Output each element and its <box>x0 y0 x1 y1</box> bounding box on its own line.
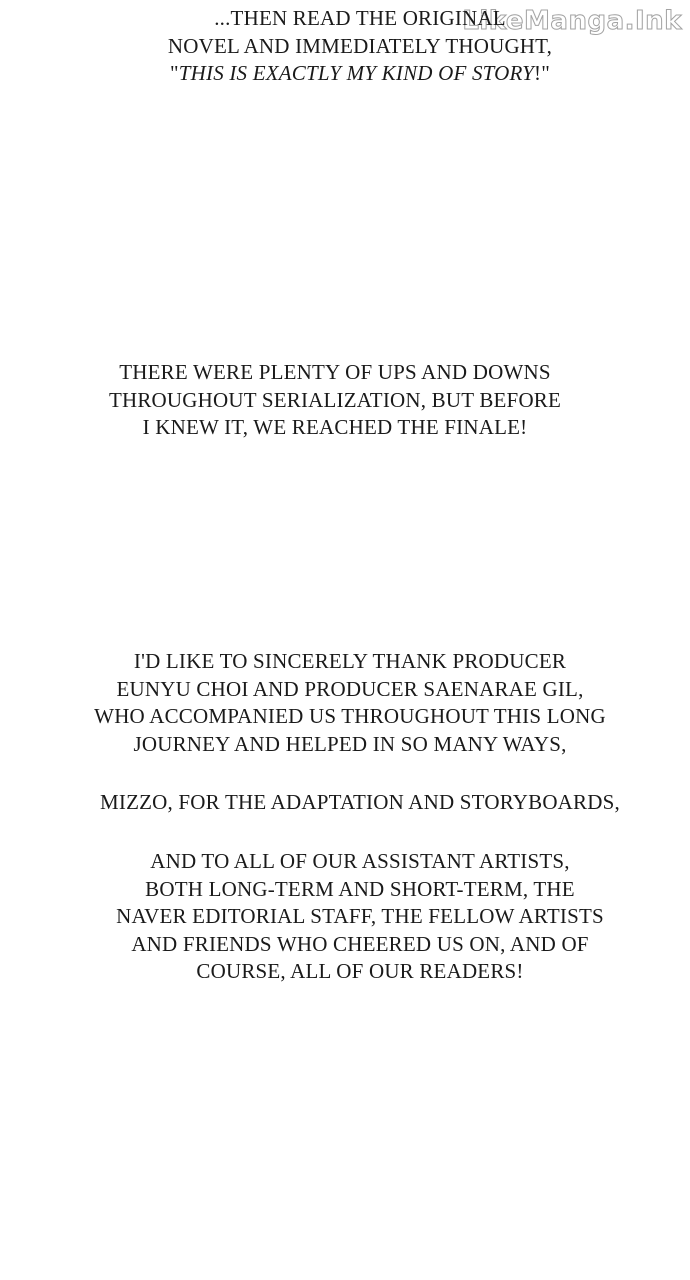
serialization-line: THERE WERE PLENTY OF UPS AND DOWNS <box>119 360 551 384</box>
thanks-producers-line: EUNYU CHOI AND PRODUCER SAENARAE GIL, <box>116 676 584 701</box>
thanks-mizzo-line: MIZZO, FOR THE ADAPTATION AND STORYBOARDS, <box>100 790 620 814</box>
thanks-all-text-block <box>15 848 690 986</box>
thanks-all-line: AND FRIENDS WHO CHEERED US ON, AND OF <box>131 931 589 956</box>
thanks-all-line: BOTH LONG-TERM AND SHORT-TERM, THE <box>145 876 575 901</box>
quote-open-mark: " <box>169 61 179 85</box>
thanks-producers-line: I'D LIKE TO SINCERELY THANK PRODUCER <box>133 649 567 673</box>
intro-line-2: NOVEL AND IMMEDIATELY THOUGHT, <box>167 33 553 58</box>
thanks-all-line: AND TO ALL OF OUR ASSISTANT ARTISTS, <box>150 849 570 873</box>
thanks-all-line: NAVER EDITORIAL STAFF, THE FELLOW ARTISTS <box>116 904 604 928</box>
serialization-line: THROUGHOUT SERIALIZATION, BUT BEFORE <box>108 387 562 412</box>
serialization-text-block <box>0 359 680 442</box>
quote-close-mark: !" <box>534 61 551 85</box>
site-watermark: LikeManga.Ink <box>462 6 682 36</box>
serialization-line: I KNEW IT, WE REACHED THE FINALE! <box>142 415 528 439</box>
thanks-producers-line: WHO ACCOMPANIED US THROUGHOUT THIS LONG <box>94 704 606 728</box>
quote-text: THIS IS EXACTLY MY KIND OF STORY <box>178 61 535 85</box>
intro-quote-line <box>15 60 690 88</box>
thanks-producers-line: JOURNEY AND HELPED IN SO MANY WAYS, <box>133 731 567 756</box>
thanks-mizzo-text-block <box>15 789 690 817</box>
thanks-producers-text-block <box>5 648 690 758</box>
intro-line-1: ...THEN READ THE ORIGINAL <box>214 6 506 30</box>
intro-text-block <box>15 5 690 88</box>
thanks-all-line: COURSE, ALL OF OUR READERS! <box>196 959 524 983</box>
